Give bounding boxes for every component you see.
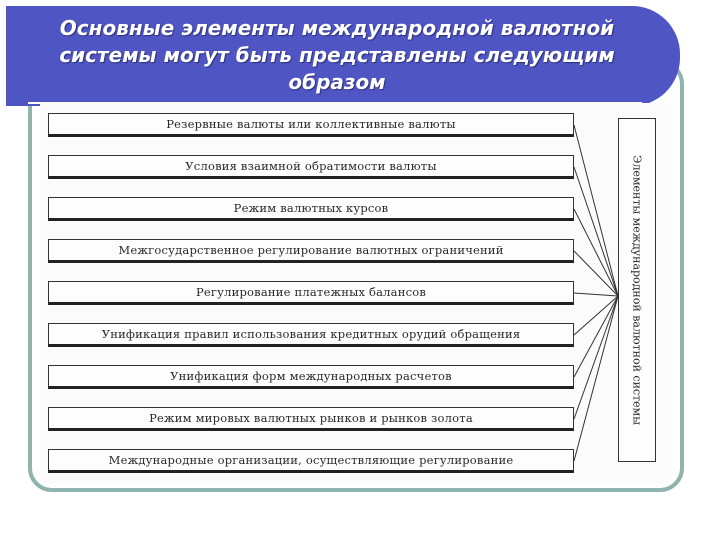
diagram-side-box xyxy=(618,118,656,462)
row-label: Режим мировых валютных рынков и рынков золота xyxy=(149,411,473,425)
connector-line xyxy=(574,251,618,296)
diagram-row-reserve-currencies xyxy=(48,113,574,137)
row-label: Межгосударственное регулирование валютных ограничений xyxy=(118,243,504,257)
row-label: Регулирование платежных балансов xyxy=(195,285,427,299)
row-label: Режим валютных курсов xyxy=(233,201,389,215)
diagram-row-balance-of-payments xyxy=(48,281,574,305)
diagram-row-settlement-forms xyxy=(48,365,574,389)
diagram-row-credit-instruments xyxy=(48,323,574,347)
connector-line xyxy=(574,296,618,461)
row-label: Международные организации, осуществляющие регулирование xyxy=(108,453,514,467)
diagram-row-international-orgs xyxy=(48,449,574,473)
connector-line xyxy=(574,167,618,296)
diagram-row-currency-gold-markets xyxy=(48,407,574,431)
row-label: Условия взаимной обратимости валюты xyxy=(185,159,437,173)
row-label: Резервные валюты или коллективные валюты xyxy=(166,117,456,131)
connector-line xyxy=(574,209,618,296)
connector-line xyxy=(574,296,618,419)
diagram-row-exchange-regime xyxy=(48,197,574,221)
diagram-row-convertibility xyxy=(48,155,574,179)
connector-line xyxy=(574,293,618,296)
row-label: Унификация форм международных расчетов xyxy=(170,369,452,383)
row-label: Унификация правил использования кредитных орудий обращения xyxy=(101,327,521,341)
diagram-row-currency-restrictions xyxy=(48,239,574,263)
connector-line xyxy=(574,125,618,296)
connector-line xyxy=(574,296,618,377)
slide-title: Основные элементы международной валютной системы могут быть представлены следующим образом xyxy=(59,16,615,94)
side-box-label: Элементы международной валютной системы xyxy=(630,155,644,425)
